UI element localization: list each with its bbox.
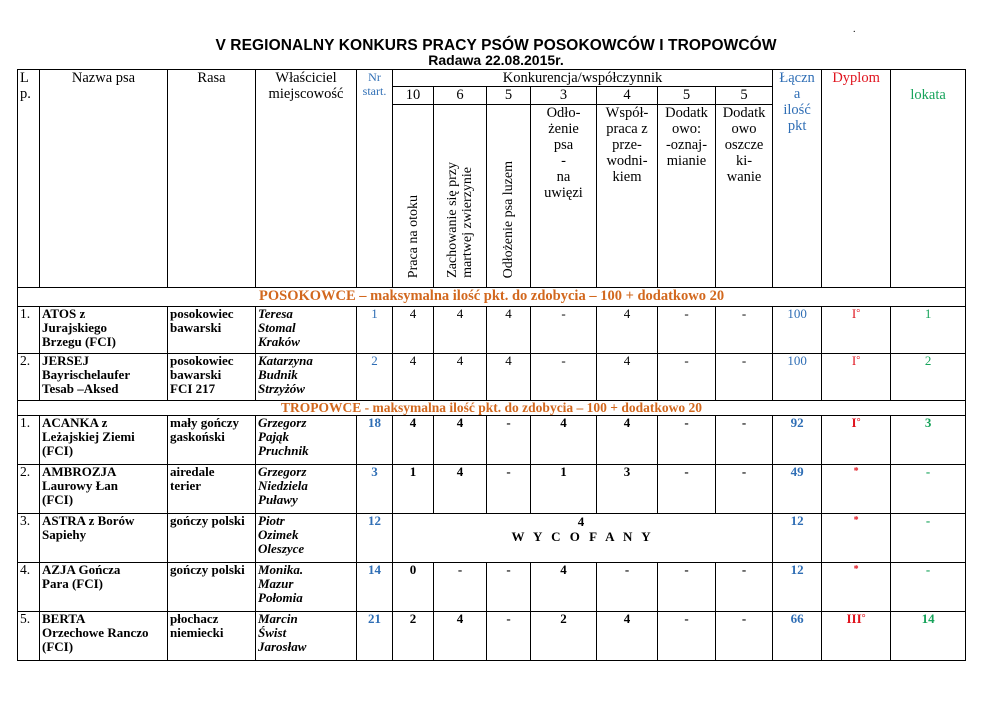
row-lp: 4. — [18, 563, 40, 612]
row-score-cell: - — [658, 465, 716, 514]
row-breed: mały gończy gaskoński — [168, 416, 256, 465]
header-owner: Właściciel miejscowość — [256, 70, 357, 288]
row-dog-name: JERSEJ Bayrischelaufer Tesab –Aksed — [40, 354, 168, 401]
header-placement — [891, 70, 966, 288]
stray-dot: . — [853, 24, 856, 35]
row-diploma — [822, 612, 891, 661]
row-lp: 1. — [18, 416, 40, 465]
table-row — [18, 563, 966, 612]
row-dog-name: AZJA Gończa Para (FCI) — [40, 563, 168, 612]
event-header-cell: Dodatk owo oszcze ki- wanie — [716, 105, 773, 288]
row-breed: płochacz niemiecki — [168, 612, 256, 661]
row-total-points: 100 — [773, 307, 822, 354]
row-score-cell: - — [487, 563, 531, 612]
row-score-cell: - — [658, 307, 716, 354]
row-score-cell: 0 — [393, 563, 434, 612]
event-header-cell — [434, 105, 487, 288]
coefficient-cell: 6 — [434, 87, 487, 105]
diploma-value: I — [851, 415, 857, 430]
row-score-cell: 4 — [434, 354, 487, 401]
row-dog-name: ATOS z Jurajskiego Brzegu (FCI) — [40, 307, 168, 354]
row-breed: posokowiec bawarski FCI 217 — [168, 354, 256, 401]
row-score-cell: 4 — [393, 354, 434, 401]
header-placement-label: lokata — [910, 87, 946, 103]
withdrawn-score: 4 — [577, 514, 588, 529]
table-row — [18, 465, 966, 514]
header-lp: L p. — [18, 70, 40, 288]
row-start-number: 14 — [357, 563, 393, 612]
row-diploma — [822, 354, 891, 401]
row-breed: gończy polski — [168, 514, 256, 563]
asterisk-symbol: * — [853, 564, 859, 575]
row-score-cell: 4 — [434, 465, 487, 514]
row-placement: - — [891, 465, 966, 514]
coefficient-cell: 5 — [658, 87, 716, 105]
row-score-cell: 4 — [597, 612, 658, 661]
row-dog-name: ASTRA z Borów Sapiehy — [40, 514, 168, 563]
row-score-cell: - — [716, 563, 773, 612]
table-row — [18, 514, 966, 563]
row-total-points: 100 — [773, 354, 822, 401]
row-start-number: 18 — [357, 416, 393, 465]
row-diploma — [822, 416, 891, 465]
degree-symbol: ° — [856, 417, 861, 428]
header-start-number: Nr start. — [357, 70, 393, 288]
row-dog-name: AMBROZJA Laurowy Łan (FCI) — [40, 465, 168, 514]
row-score-cell: 1 — [393, 465, 434, 514]
row-score-cell: 4 — [393, 307, 434, 354]
coefficient-cell: 4 — [597, 87, 658, 105]
row-lp: 5. — [18, 612, 40, 661]
section-posokowce: POSOKOWCE – maksymalna ilość pkt. do zdobycia – 100 + dodatkowo 20 — [18, 288, 966, 307]
row-dog-name: ACANKA z Leżajskiej Ziemi (FCI) — [40, 416, 168, 465]
row-score-cell: 4 — [531, 416, 597, 465]
row-diploma — [822, 307, 891, 354]
row-score-cell: - — [658, 612, 716, 661]
header-breed: Rasa — [168, 70, 256, 288]
row-score-cell: 4 — [597, 416, 658, 465]
row-breed: posokowiec bawarski — [168, 307, 256, 354]
row-owner: Teresa Stomal Kraków — [256, 307, 357, 354]
row-score-cell: - — [531, 307, 597, 354]
asterisk-symbol: * — [853, 515, 859, 526]
row-score-cell: - — [716, 612, 773, 661]
row-score-cell: 4 — [597, 354, 658, 401]
row-score-cell: 2 — [531, 612, 597, 661]
row-placement: - — [891, 514, 966, 563]
event-header-cell: Dodatk owo: -oznaj- mianie — [658, 105, 716, 288]
event-label: Praca na otoku — [405, 194, 421, 278]
row-owner: Monika. Mazur Połomia — [256, 563, 357, 612]
row-withdrawn-cell — [393, 514, 773, 563]
withdrawn-label: W Y C O F A N Y — [511, 529, 654, 544]
row-total-points: 92 — [773, 416, 822, 465]
coefficient-cell: 3 — [531, 87, 597, 105]
section-row — [18, 401, 966, 416]
row-breed: gończy polski — [168, 563, 256, 612]
row-total-points: 12 — [773, 563, 822, 612]
row-start-number: 1 — [357, 307, 393, 354]
event-header-cell — [487, 105, 531, 288]
row-owner: Marcin Świst Jarosław — [256, 612, 357, 661]
table-row — [18, 307, 966, 354]
row-score-cell: - — [716, 354, 773, 401]
diploma-value: III — [846, 611, 862, 626]
row-lp: 3. — [18, 514, 40, 563]
row-score-cell: 4 — [531, 563, 597, 612]
row-score-cell: - — [597, 563, 658, 612]
row-owner: Grzegorz Pająk Pruchnik — [256, 416, 357, 465]
row-start-number: 12 — [357, 514, 393, 563]
row-score-cell: 4 — [434, 416, 487, 465]
row-score-cell: - — [487, 416, 531, 465]
header-diploma: Dyplom — [822, 70, 891, 288]
degree-symbol: ° — [856, 355, 861, 366]
row-score-cell: 4 — [597, 307, 658, 354]
diploma-value: I — [851, 353, 857, 368]
row-lp: 2. — [18, 465, 40, 514]
row-score-cell: 4 — [434, 612, 487, 661]
diploma-value: I — [851, 306, 857, 321]
row-breed: airedale terier — [168, 465, 256, 514]
row-score-cell: - — [487, 465, 531, 514]
row-score-cell: - — [487, 612, 531, 661]
event-header-cell: Współ- praca z prze- wodni- kiem — [597, 105, 658, 288]
row-diploma — [822, 514, 891, 563]
row-owner: Piotr Ozimek Oleszyce — [256, 514, 357, 563]
header-competition: Konkurencja/współczynnik — [393, 70, 773, 87]
row-score-cell: - — [531, 354, 597, 401]
coefficient-cell: 5 — [487, 87, 531, 105]
row-score-cell: 4 — [393, 416, 434, 465]
row-total-points: 66 — [773, 612, 822, 661]
row-score-cell: - — [716, 465, 773, 514]
row-lp: 1. — [18, 307, 40, 354]
row-placement: 2 — [891, 354, 966, 401]
row-score-cell: - — [716, 307, 773, 354]
row-placement: - — [891, 563, 966, 612]
table-row — [18, 612, 966, 661]
row-score-cell: 4 — [487, 307, 531, 354]
row-score-cell: 3 — [597, 465, 658, 514]
event-label: Zachowanie się przy martwej zwierzynie — [445, 162, 475, 278]
row-score-cell: 4 — [434, 307, 487, 354]
row-lp: 2. — [18, 354, 40, 401]
row-score-cell: 2 — [393, 612, 434, 661]
row-score-cell: - — [434, 563, 487, 612]
row-diploma — [822, 563, 891, 612]
row-owner: Katarzyna Budnik Strzyżów — [256, 354, 357, 401]
page-subtitle: Radawa 22.08.2015r. — [428, 52, 564, 68]
row-total-points: 49 — [773, 465, 822, 514]
row-total-points: 12 — [773, 514, 822, 563]
section-tropowce: TROPOWCE - maksymalna ilość pkt. do zdobycia – 100 + dodatkowo 20 — [18, 401, 966, 416]
degree-symbol: ° — [856, 308, 861, 319]
coefficient-cell: 10 — [393, 87, 434, 105]
header-total-points: Łączn a ilość pkt — [773, 70, 822, 288]
event-header-cell — [393, 105, 434, 288]
row-score-cell: 1 — [531, 465, 597, 514]
event-header-cell: Odło- żenie psa - na uwięzi — [531, 105, 597, 288]
results-table — [17, 69, 966, 661]
row-diploma — [822, 465, 891, 514]
row-score-cell: 4 — [487, 354, 531, 401]
asterisk-symbol: * — [853, 466, 859, 477]
table-row — [18, 354, 966, 401]
row-start-number: 3 — [357, 465, 393, 514]
event-label: Odłożenie psa luzem — [501, 160, 516, 278]
row-start-number: 2 — [357, 354, 393, 401]
header-dog-name: Nazwa psa — [40, 70, 168, 288]
row-placement: 3 — [891, 416, 966, 465]
table-row — [18, 416, 966, 465]
row-owner: Grzegorz Niedziela Puławy — [256, 465, 357, 514]
row-score-cell: - — [658, 563, 716, 612]
row-score-cell: - — [658, 416, 716, 465]
degree-symbol: ° — [861, 613, 866, 624]
row-placement: 1 — [891, 307, 966, 354]
row-dog-name: BERTA Orzechowe Ranczo (FCI) — [40, 612, 168, 661]
row-start-number: 21 — [357, 612, 393, 661]
row-placement: 14 — [891, 612, 966, 661]
row-score-cell: - — [716, 416, 773, 465]
page-title: V REGIONALNY KONKURS PRACY PSÓW POSOKOWCÓW I TROPOWCÓW — [215, 37, 777, 54]
coefficient-cell: 5 — [716, 87, 773, 105]
row-score-cell: - — [658, 354, 716, 401]
